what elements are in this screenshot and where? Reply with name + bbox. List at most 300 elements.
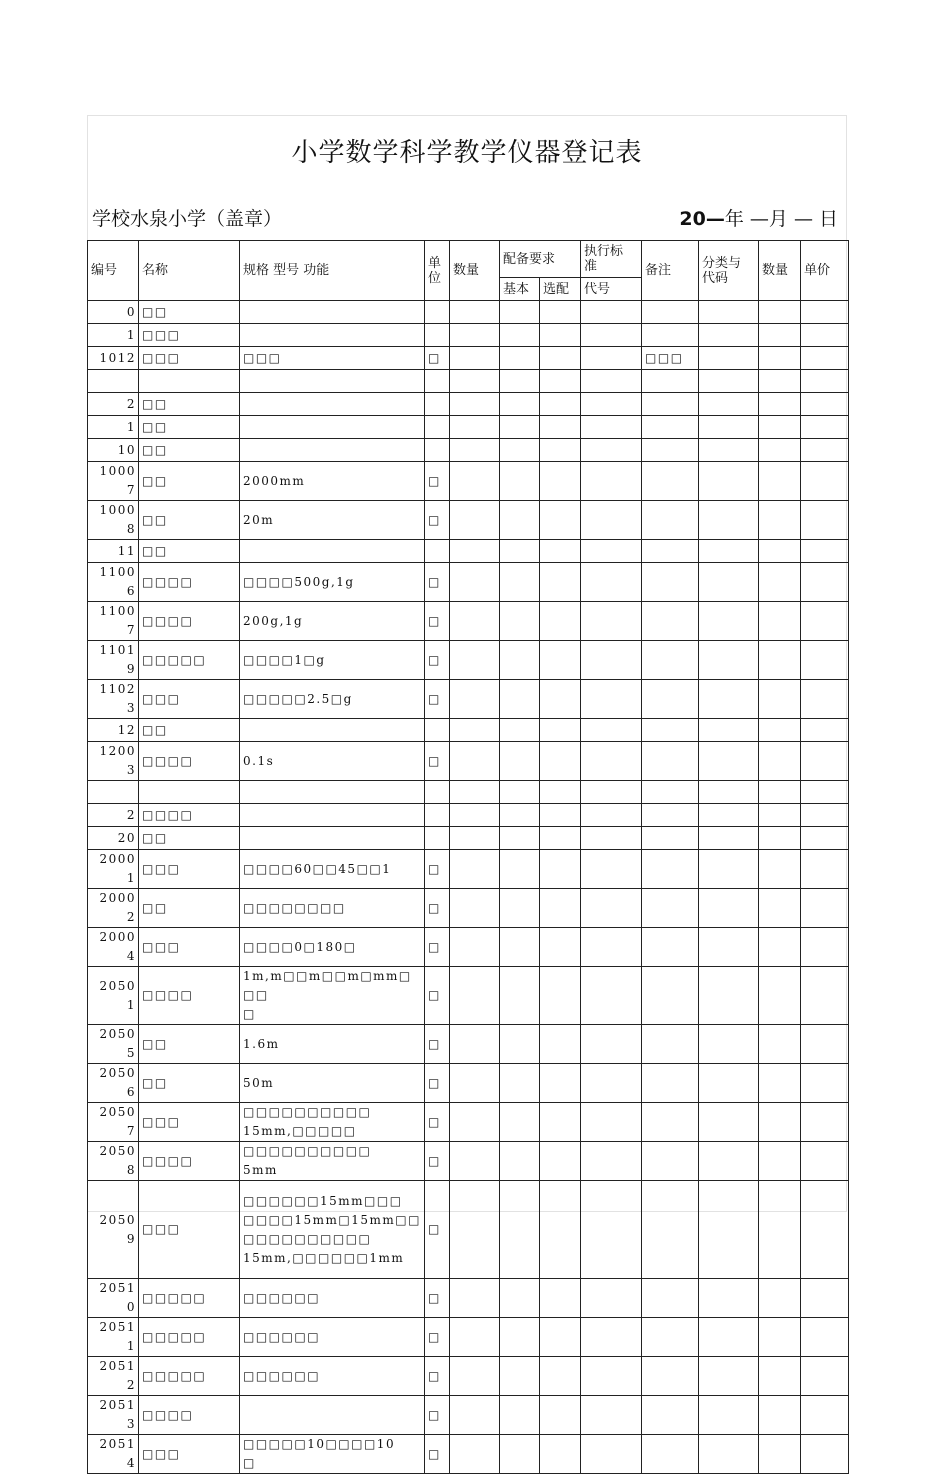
col-header-optional: 选配 [540, 278, 581, 301]
cell-code: 11 [88, 540, 139, 563]
cell-price [801, 850, 849, 889]
cell-optional [540, 1396, 581, 1435]
table-row [88, 1103, 849, 1142]
cell-code: 20004 [88, 928, 139, 967]
cell-note [642, 928, 699, 967]
cell-unit [425, 439, 450, 462]
cell-basic [500, 416, 540, 439]
cell-unit [425, 781, 450, 804]
cell-basic [500, 347, 540, 370]
cell-qty2 [759, 781, 801, 804]
cell-qty2 [759, 462, 801, 501]
cell-name [139, 370, 240, 393]
col-header-name: 名称 [139, 241, 240, 301]
cell-spec [240, 827, 425, 850]
cell-optional [540, 1435, 581, 1474]
cell-name: □□ [139, 889, 240, 928]
cell-optional [540, 928, 581, 967]
cell-class [699, 719, 759, 742]
cell-qty [450, 1318, 500, 1357]
cell-code: 11006 [88, 563, 139, 602]
cell-price [801, 301, 849, 324]
cell-class [699, 393, 759, 416]
cell-price [801, 393, 849, 416]
table-row [88, 1142, 849, 1181]
cell-price [801, 1318, 849, 1357]
cell-qty2 [759, 324, 801, 347]
cell-qty2 [759, 393, 801, 416]
col-header-code: 编号 [88, 241, 139, 301]
cell-optional [540, 439, 581, 462]
cell-note [642, 889, 699, 928]
cell-unit [425, 301, 450, 324]
cell-qty2 [759, 1357, 801, 1396]
cell-name: □□ [139, 719, 240, 742]
cell-optional [540, 462, 581, 501]
cell-price [801, 1181, 849, 1279]
cell-class [699, 370, 759, 393]
cell-code: 1 [88, 324, 139, 347]
cell-qty [450, 347, 500, 370]
cell-spec: 20m [240, 501, 425, 540]
cell-note [642, 781, 699, 804]
cell-unit [425, 804, 450, 827]
cell-name: □□ [139, 416, 240, 439]
cell-optional [540, 1181, 581, 1279]
table-row [88, 416, 849, 439]
cell-qty [450, 850, 500, 889]
cell-basic [500, 1103, 540, 1142]
table-row [88, 393, 849, 416]
cell-spec: □□□□□□ [240, 1357, 425, 1396]
cell-std-code [581, 827, 642, 850]
cell-unit: □ [425, 602, 450, 641]
cell-class [699, 1318, 759, 1357]
cell-qty2 [759, 827, 801, 850]
cell-std-code [581, 501, 642, 540]
cell-std-code [581, 1181, 642, 1279]
cell-basic [500, 1025, 540, 1064]
cell-price [801, 1064, 849, 1103]
cell-unit [425, 540, 450, 563]
cell-qty [450, 301, 500, 324]
cell-unit: □ [425, 1142, 450, 1181]
cell-optional [540, 889, 581, 928]
cell-basic [500, 742, 540, 781]
cell-spec: 200g,1g [240, 602, 425, 641]
cell-qty2 [759, 501, 801, 540]
cell-optional [540, 1142, 581, 1181]
cell-std-code [581, 347, 642, 370]
table-row [88, 1396, 849, 1435]
cell-note [642, 393, 699, 416]
cell-name: □□ [139, 540, 240, 563]
cell-name: □□□ [139, 347, 240, 370]
cell-std-code [581, 370, 642, 393]
cell-unit [425, 370, 450, 393]
cell-qty [450, 1142, 500, 1181]
cell-std-code [581, 393, 642, 416]
cell-basic [500, 393, 540, 416]
cell-std-code [581, 719, 642, 742]
cell-unit [425, 324, 450, 347]
table-row [88, 719, 849, 742]
cell-name [139, 781, 240, 804]
cell-optional [540, 742, 581, 781]
cell-spec [240, 416, 425, 439]
cell-optional [540, 1357, 581, 1396]
table-row [88, 781, 849, 804]
cell-std-code [581, 324, 642, 347]
cell-name: □□□□ [139, 1142, 240, 1181]
cell-unit [425, 719, 450, 742]
cell-optional [540, 1103, 581, 1142]
cell-qty2 [759, 439, 801, 462]
col-header-requirement: 配备要求 [500, 241, 581, 278]
cell-spec: 2000mm [240, 462, 425, 501]
cell-note [642, 540, 699, 563]
cell-price [801, 324, 849, 347]
cell-class [699, 680, 759, 719]
cell-basic [500, 563, 540, 602]
cell-note [642, 719, 699, 742]
cell-name: □□□ [139, 680, 240, 719]
cell-basic [500, 602, 540, 641]
cell-qty2 [759, 1103, 801, 1142]
table-row [88, 804, 849, 827]
cell-qty2 [759, 1142, 801, 1181]
table-row [88, 1357, 849, 1396]
cell-class [699, 1025, 759, 1064]
cell-code [88, 370, 139, 393]
cell-std-code [581, 850, 642, 889]
cell-name: □□□ [139, 850, 240, 889]
cell-code: 20509 [88, 1181, 139, 1279]
col-header-std-code: 代号 [581, 278, 642, 301]
cell-code: 20505 [88, 1025, 139, 1064]
table-row [88, 540, 849, 563]
cell-class [699, 641, 759, 680]
cell-code: 20513 [88, 1396, 139, 1435]
cell-class [699, 781, 759, 804]
cell-code: 20514 [88, 1435, 139, 1474]
cell-spec: 1m,m□□m□□m□mm□□□ □ [240, 967, 425, 1025]
cell-spec [240, 439, 425, 462]
cell-spec: □□□□1□g [240, 641, 425, 680]
cell-spec: □□□□60□□45□□1 [240, 850, 425, 889]
cell-std-code [581, 1279, 642, 1318]
cell-spec: 50m [240, 1064, 425, 1103]
cell-unit: □ [425, 1103, 450, 1142]
cell-std-code [581, 416, 642, 439]
cell-name: □□ [139, 462, 240, 501]
cell-unit: □ [425, 563, 450, 602]
table-body [88, 301, 849, 1474]
cell-class [699, 742, 759, 781]
table-row [88, 347, 849, 370]
cell-spec: □□□□500g,1g [240, 563, 425, 602]
cell-optional [540, 324, 581, 347]
cell-name: □□□□ [139, 742, 240, 781]
cell-code: 10008 [88, 501, 139, 540]
col-header-spec: 规格 型号 功能 [240, 241, 425, 301]
cell-spec [240, 804, 425, 827]
cell-std-code [581, 889, 642, 928]
cell-code: 20506 [88, 1064, 139, 1103]
cell-name: □□□□□ [139, 1318, 240, 1357]
cell-class [699, 967, 759, 1025]
cell-price [801, 967, 849, 1025]
cell-spec: □□□□□□□□ [240, 889, 425, 928]
cell-qty [450, 827, 500, 850]
cell-spec [240, 393, 425, 416]
cell-optional [540, 827, 581, 850]
cell-note [642, 1142, 699, 1181]
cell-name: □□ [139, 301, 240, 324]
cell-spec [240, 301, 425, 324]
col-header-qty2: 数量 [759, 241, 801, 301]
cell-qty [450, 501, 500, 540]
cell-class [699, 462, 759, 501]
cell-optional [540, 641, 581, 680]
cell-basic [500, 719, 540, 742]
cell-note [642, 827, 699, 850]
cell-code: 0 [88, 301, 139, 324]
cell-basic [500, 1318, 540, 1357]
cell-optional [540, 370, 581, 393]
cell-qty2 [759, 370, 801, 393]
cell-note [642, 1279, 699, 1318]
cell-spec: □□□□□10□□□□10 □ [240, 1435, 425, 1474]
cell-spec [240, 781, 425, 804]
cell-spec [240, 540, 425, 563]
cell-qty [450, 540, 500, 563]
cell-note: □□□ [642, 347, 699, 370]
cell-note [642, 1435, 699, 1474]
cell-basic [500, 1279, 540, 1318]
cell-qty [450, 804, 500, 827]
cell-unit: □ [425, 850, 450, 889]
cell-name: □□□□ [139, 804, 240, 827]
cell-name: □□ [139, 439, 240, 462]
cell-std-code [581, 742, 642, 781]
cell-code: 20508 [88, 1142, 139, 1181]
col-header-basic: 基本 [500, 278, 540, 301]
cell-optional [540, 301, 581, 324]
cell-name: □□ [139, 393, 240, 416]
cell-unit: □ [425, 742, 450, 781]
cell-qty [450, 719, 500, 742]
cell-optional [540, 781, 581, 804]
date-label [679, 204, 838, 231]
cell-optional [540, 540, 581, 563]
cell-price [801, 1025, 849, 1064]
cell-std-code [581, 1318, 642, 1357]
cell-code: 1012 [88, 347, 139, 370]
table-row [88, 850, 849, 889]
table-row [88, 563, 849, 602]
cell-spec [240, 719, 425, 742]
cell-unit: □ [425, 1435, 450, 1474]
cell-note [642, 804, 699, 827]
cell-code [88, 781, 139, 804]
table-row [88, 1181, 849, 1279]
cell-basic [500, 1396, 540, 1435]
cell-basic [500, 850, 540, 889]
col-header-qty: 数量 [450, 241, 500, 301]
cell-class [699, 1357, 759, 1396]
cell-qty2 [759, 1396, 801, 1435]
cell-std-code [581, 967, 642, 1025]
cell-qty2 [759, 602, 801, 641]
cell-note [642, 416, 699, 439]
cell-std-code [581, 462, 642, 501]
cell-note [642, 1396, 699, 1435]
cell-price [801, 563, 849, 602]
table-row [88, 742, 849, 781]
cell-price [801, 416, 849, 439]
cell-price [801, 781, 849, 804]
cell-price [801, 680, 849, 719]
cell-qty2 [759, 680, 801, 719]
cell-qty [450, 967, 500, 1025]
cell-qty [450, 324, 500, 347]
cell-price [801, 1396, 849, 1435]
cell-qty2 [759, 1025, 801, 1064]
cell-std-code [581, 563, 642, 602]
cell-unit [425, 416, 450, 439]
cell-std-code [581, 602, 642, 641]
cell-note [642, 439, 699, 462]
cell-std-code [581, 641, 642, 680]
cell-class [699, 1279, 759, 1318]
register-table [87, 240, 849, 1474]
cell-qty [450, 1396, 500, 1435]
cell-spec: □□□□□□□□□□ 15mm,□□□□□ [240, 1103, 425, 1142]
table-row [88, 501, 849, 540]
cell-note [642, 1025, 699, 1064]
cell-price [801, 1435, 849, 1474]
cell-code: 11023 [88, 680, 139, 719]
cell-qty [450, 641, 500, 680]
cell-basic [500, 641, 540, 680]
cell-code: 20002 [88, 889, 139, 928]
cell-unit: □ [425, 1064, 450, 1103]
col-header-note: 备注 [642, 241, 699, 301]
cell-unit: □ [425, 889, 450, 928]
cell-basic [500, 781, 540, 804]
cell-name: □□□ [139, 928, 240, 967]
cell-qty [450, 439, 500, 462]
cell-basic [500, 1181, 540, 1279]
cell-optional [540, 393, 581, 416]
cell-unit [425, 393, 450, 416]
cell-code: 20001 [88, 850, 139, 889]
cell-basic [500, 439, 540, 462]
cell-code: 20511 [88, 1318, 139, 1357]
cell-name: □□□□□ [139, 641, 240, 680]
cell-std-code [581, 1142, 642, 1181]
cell-qty2 [759, 719, 801, 742]
cell-code: 2 [88, 393, 139, 416]
cell-spec: □□□□0□180□ [240, 928, 425, 967]
cell-qty2 [759, 928, 801, 967]
cell-spec: □□□□□□ [240, 1318, 425, 1357]
cell-spec [240, 324, 425, 347]
col-header-class: 分类与 代码 [699, 241, 759, 301]
cell-note [642, 967, 699, 1025]
cell-std-code [581, 1103, 642, 1142]
table-row [88, 602, 849, 641]
cell-qty2 [759, 1064, 801, 1103]
cell-qty [450, 742, 500, 781]
cell-price [801, 804, 849, 827]
cell-note [642, 602, 699, 641]
cell-optional [540, 602, 581, 641]
cell-class [699, 501, 759, 540]
table-row [88, 462, 849, 501]
cell-price [801, 1142, 849, 1181]
cell-code: 2 [88, 804, 139, 827]
cell-qty [450, 1181, 500, 1279]
cell-note [642, 850, 699, 889]
cell-spec: 1.6m [240, 1025, 425, 1064]
table-row [88, 1279, 849, 1318]
cell-code: 10007 [88, 462, 139, 501]
cell-qty [450, 563, 500, 602]
cell-name: □□ [139, 501, 240, 540]
cell-basic [500, 370, 540, 393]
cell-qty2 [759, 641, 801, 680]
cell-class [699, 1103, 759, 1142]
cell-qty2 [759, 301, 801, 324]
cell-name: □□□□ [139, 602, 240, 641]
cell-optional [540, 967, 581, 1025]
cell-code: 11007 [88, 602, 139, 641]
cell-class [699, 827, 759, 850]
cell-qty [450, 370, 500, 393]
cell-unit: □ [425, 641, 450, 680]
cell-basic [500, 1142, 540, 1181]
cell-qty [450, 602, 500, 641]
cell-qty [450, 1279, 500, 1318]
cell-note [642, 641, 699, 680]
cell-price [801, 439, 849, 462]
date-year: 20— [679, 208, 725, 230]
table-row [88, 439, 849, 462]
cell-class [699, 889, 759, 928]
table-row [88, 680, 849, 719]
table-row [88, 1318, 849, 1357]
cell-note [642, 742, 699, 781]
cell-qty [450, 889, 500, 928]
cell-optional [540, 416, 581, 439]
cell-unit: □ [425, 1279, 450, 1318]
table-row [88, 928, 849, 967]
cell-class [699, 1435, 759, 1474]
cell-std-code [581, 804, 642, 827]
cell-std-code [581, 540, 642, 563]
cell-class [699, 1064, 759, 1103]
cell-unit: □ [425, 347, 450, 370]
cell-code: 20 [88, 827, 139, 850]
cell-basic [500, 501, 540, 540]
cell-qty2 [759, 1318, 801, 1357]
cell-code: 10 [88, 439, 139, 462]
cell-spec [240, 1396, 425, 1435]
cell-class [699, 324, 759, 347]
table-row [88, 1435, 849, 1474]
